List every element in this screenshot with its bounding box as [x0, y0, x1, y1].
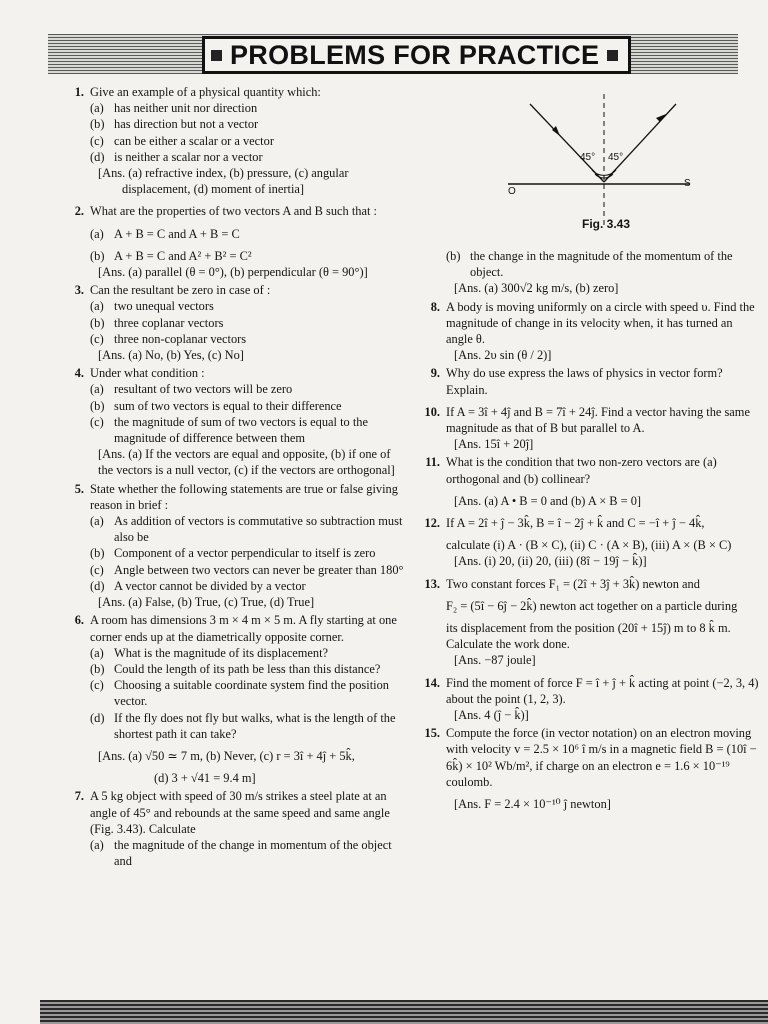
- problem-number: 3.: [74, 283, 84, 298]
- problem-11: [418, 454, 762, 509]
- problem-3: [62, 282, 407, 363]
- answer: [Ans. (a) parallel (θ = 0°), (b) perpendicular (θ = 90°)]: [98, 265, 368, 280]
- answer: [Ans. 15î + 20ĵ]: [454, 437, 534, 452]
- header-banner: [48, 34, 738, 74]
- problem-stem: Give an example of a physical quantity which:: [90, 85, 321, 99]
- option-c: (c) the magnitude of sum of two vectors is equal to the magnitude of difference between them: [90, 414, 368, 446]
- problem-stem: A body is moving uniformly on a circle with speed υ. Find the magnitude of change in its velocity when, it has turned an angle θ.: [446, 299, 755, 347]
- answer: [Ans. (a) 300√2 kg m/s, (b) zero]: [454, 281, 619, 296]
- option-a: (a) As addition of vectors is commutative so subtraction must also be: [90, 514, 403, 545]
- answer: [Ans. F = 2.4 × 10⁻¹⁰ ĵ newton]: [454, 797, 611, 812]
- problem-13: [418, 576, 762, 669]
- problem-number: 8.: [430, 299, 440, 314]
- problem-stem: Two constant forces F₁ = (2î + 3ĵ + 3k̂) newton and: [446, 576, 700, 591]
- problem-8: [418, 299, 762, 364]
- figure-3-43: [500, 86, 700, 236]
- answer: [Ans. 2υ sin (θ / 2)]: [454, 348, 552, 363]
- option-a: (a) two unequal vectors: [90, 299, 214, 314]
- problem-number: 1.: [74, 85, 84, 99]
- option-a: (a) has neither unit nor direction: [90, 101, 258, 116]
- square-bullet-icon: [607, 50, 618, 61]
- problem-number: 10.: [424, 404, 440, 419]
- answer: [Ans. (a) refractive index, (b) pressure, (c) angular: [98, 166, 349, 181]
- answer: [Ans. (a) A • B = 0 and (b) A × B = 0]: [454, 493, 642, 508]
- option-d: (d) If the fly does not fly but walks, what is the length of the shortest path it can take?: [90, 710, 396, 741]
- problem-number: 6.: [74, 613, 84, 628]
- problem-number: 15.: [424, 726, 440, 741]
- answer: [Ans. (a) √50 ≃ 7 m, (b) Never, (c) r = 3î + 4ĵ + 5k̂,: [98, 748, 355, 763]
- problem-stem: If A = 2î + ĵ − 3k̂, B = î − 2ĵ + k̂ and C = −î + ĵ − 4k̂,: [446, 516, 705, 531]
- problem-stem: A 5 kg object with speed of 30 m/s strikes a steel plate at an angle of 45° and rebounds at the same speed and same angle (Fig. 3.43). Calculate: [90, 789, 390, 836]
- problem-stem: Find the moment of force F = î + ĵ + k̂ acting at point (−2, 3, 4) about the point (1, 2, 3).: [446, 675, 759, 706]
- problem-number: 11.: [425, 455, 440, 470]
- option-b: (b) Could the length of its path be less than this distance?: [90, 661, 381, 676]
- option-b: (b) has direction but not a vector: [90, 117, 259, 132]
- problem-stem-cont: F₂ = (5î − 6ĵ − 2k̂) newton act together on a particle during: [446, 598, 738, 613]
- problem-stem: What is the condition that two non-zero vectors are (a) orthogonal and (b) collinear?: [446, 455, 717, 486]
- figure-caption: Fig. 3.43: [582, 217, 631, 231]
- problem-number: 14.: [424, 675, 440, 690]
- plate-rebound-diagram: [500, 86, 700, 236]
- option-a: (a) the magnitude of the change in momentum of the object and: [90, 837, 392, 869]
- problem-10: [418, 404, 762, 453]
- option-d: (d) A vector cannot be divided by a vector: [90, 578, 306, 593]
- problem-12: [418, 515, 762, 570]
- problem-stem: A room has dimensions 3 m × 4 m × 5 m. A fly starting at one corner ends up at the diametrically opposite corner.: [90, 613, 397, 644]
- problem-stem-cont: calculate (i) A · (B × C), (ii) C · (A × B), (iii) A × (B × C): [446, 538, 732, 553]
- problem-4: [62, 365, 407, 478]
- problem-number: 12.: [424, 516, 440, 531]
- problem-6: [62, 612, 407, 786]
- problem-number: 5.: [74, 481, 84, 496]
- problem-7: [62, 788, 407, 869]
- option-c: (c) can be either a scalar or a vector: [90, 133, 274, 148]
- square-bullet-icon: [211, 50, 222, 61]
- angle-label-left: 45°: [580, 152, 596, 163]
- origin-label: O: [508, 186, 516, 197]
- right-column: [418, 248, 762, 814]
- answer-cont: displacement, (d) moment of inertia]: [122, 182, 305, 197]
- option-d: (d) is neither a scalar nor a vector: [90, 149, 263, 164]
- page-title: PROBLEMS FOR PRACTICE: [230, 39, 600, 70]
- angle-label-right: 45°: [608, 152, 624, 163]
- option-b: (b) Component of a vector perpendicular to itself is zero: [90, 546, 376, 561]
- problem-stem: Why do use express the laws of physics in vector form? Explain.: [446, 366, 723, 397]
- option-c: (c) Angle between two vectors can never be greater than 180°: [90, 562, 404, 577]
- problem-stem: Compute the force (in vector notation) on an electron moving with velocity v = 2.5 × 10⁶ î m/s in a magnetic field B = (10î − 6k̂) × 10² Wb/m², if charge on an electron e = 1.6 × 10⁻¹⁹ coulomb.: [446, 726, 757, 789]
- option-a: (a) resultant of two vectors will be zero: [90, 382, 293, 397]
- problem-stem: Under what condition :: [90, 366, 205, 381]
- answer: [Ans. (a) False, (b) True, (c) True, (d) True]: [98, 595, 315, 610]
- problem-number: 7.: [74, 789, 84, 804]
- option-b: (b) the change in the magnitude of the momentum of the object.: [446, 249, 733, 280]
- option-c: (c) Choosing a suitable coordinate system find the position vector.: [90, 678, 389, 709]
- problem-number: 2.: [74, 204, 84, 219]
- option-c: (c) three non-coplanar vectors: [90, 331, 247, 346]
- end-label: S: [684, 178, 691, 189]
- problem-15: [418, 725, 762, 812]
- problem-1: [62, 84, 407, 197]
- problem-stem: State whether the following statements are true or false giving reason in brief :: [90, 481, 398, 512]
- answer: [Ans. (a) No, (b) Yes, (c) No]: [98, 348, 244, 363]
- problem-9: [418, 365, 762, 397]
- answer: [Ans. (i) 20, (ii) 20, (iii) (8î − 19ĵ − k̂)]: [454, 554, 647, 569]
- option-a: (a) What is the magnitude of its displacement?: [90, 645, 329, 660]
- option-a: (a) A + B = C and A + B = C: [90, 226, 240, 241]
- problem-number: 9.: [430, 366, 440, 381]
- problem-stem: What are the properties of two vectors A and B such that :: [90, 204, 377, 219]
- option-b: (b) A + B = C and A² + B² = C²: [90, 248, 252, 263]
- footer-rule: [40, 1000, 768, 1024]
- left-column: [62, 84, 407, 871]
- problem-stem-cont: its displacement from the position (20î + 15ĵ) m to 8 k̂ m. Calculate the work done.: [446, 621, 731, 652]
- problem-number: 13.: [424, 576, 440, 591]
- problem-stem: Can the resultant be zero in case of :: [90, 283, 271, 298]
- answer: [Ans. 4 (ĵ − k̂)]: [454, 708, 529, 723]
- problem-7-cont: [418, 248, 762, 297]
- answer-cont: (d) 3 + √41 = 9.4 m]: [154, 771, 256, 786]
- answer: [Ans. −87 joule]: [454, 653, 536, 668]
- problem-stem: If A = 3î + 4ĵ and B = 7î + 24ĵ. Find a vector having the same magnitude as that of B but parallel to A.: [446, 404, 750, 436]
- option-b: (b) sum of two vectors is equal to their difference: [90, 398, 342, 413]
- problem-number: 4.: [74, 366, 84, 381]
- problem-5: [62, 481, 407, 611]
- option-b: (b) three coplanar vectors: [90, 315, 224, 330]
- answer: [Ans. (a) If the vectors are equal and opposite, (b) if one of the vectors is a null vector, (c) if the vectors are orthogonal]: [98, 447, 395, 478]
- header-title-box: [202, 36, 631, 74]
- problem-2: [62, 203, 407, 280]
- problem-14: [418, 675, 762, 724]
